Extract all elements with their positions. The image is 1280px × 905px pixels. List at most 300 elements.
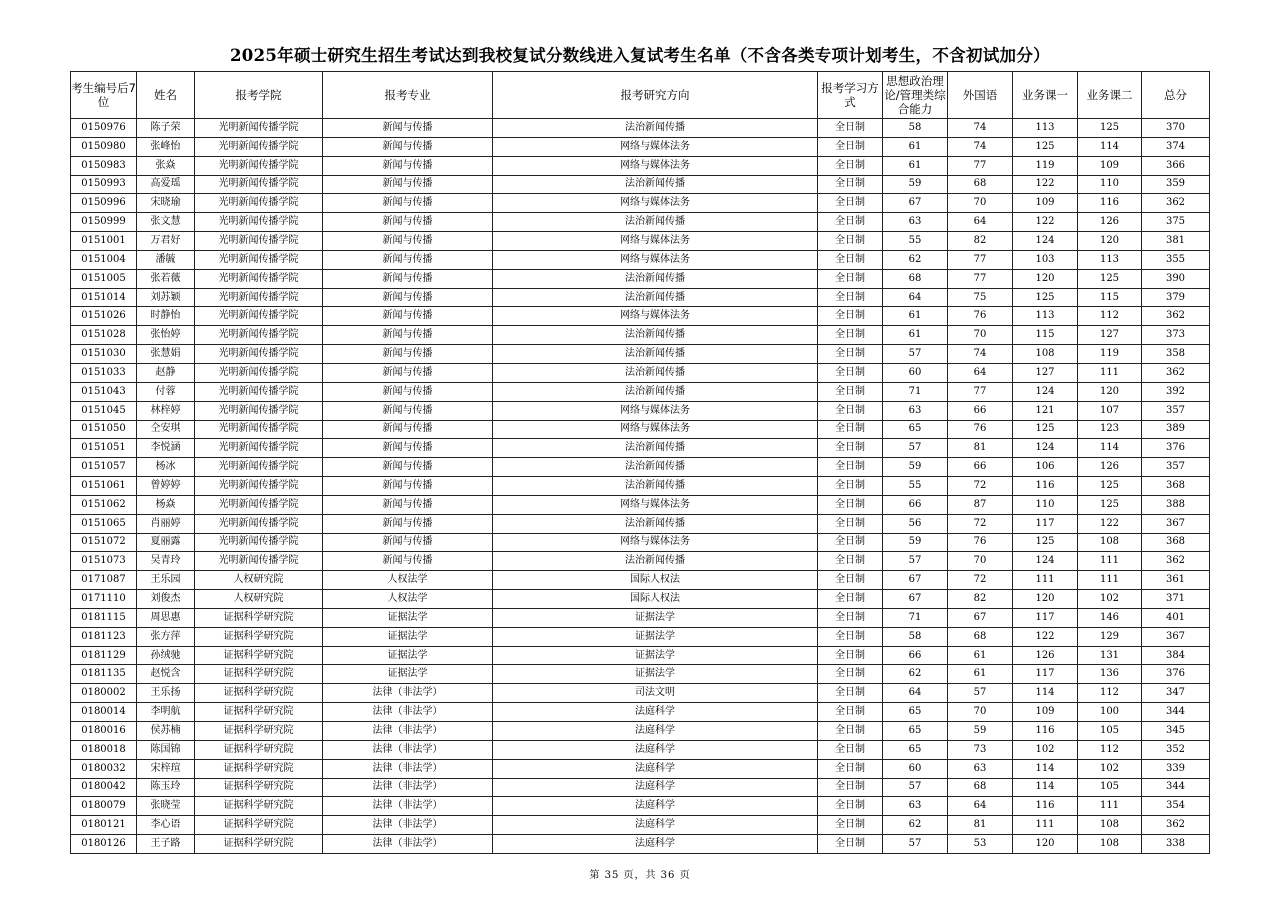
table-row [71, 684, 1210, 703]
cell-politics-score: 66 [883, 495, 948, 514]
cell-direction: 网络与媒体法务 [493, 137, 818, 156]
cell-course-one-score: 108 [1013, 345, 1078, 364]
cell-politics-score: 64 [883, 288, 948, 307]
cell-course-two-score: 126 [1078, 458, 1142, 477]
cell-politics-score: 63 [883, 213, 948, 232]
cell-course-one-score: 127 [1013, 363, 1078, 382]
cell-politics-score: 59 [883, 175, 948, 194]
cell-exam-id: 0151050 [71, 420, 137, 439]
col-header-name: 姓名 [137, 72, 195, 119]
cell-total-score: 357 [1142, 401, 1210, 420]
cell-course-two-score: 105 [1078, 722, 1142, 741]
cell-course-two-score: 111 [1078, 797, 1142, 816]
cell-college: 光明新闻传播学院 [195, 363, 323, 382]
cell-course-two-score: 125 [1078, 477, 1142, 496]
cell-direction: 网络与媒体法务 [493, 194, 818, 213]
cell-exam-id: 0180032 [71, 759, 137, 778]
table-row [71, 703, 1210, 722]
cell-major: 新闻与传播 [323, 495, 493, 514]
cell-total-score: 388 [1142, 495, 1210, 514]
cell-major: 新闻与传播 [323, 439, 493, 458]
cell-college: 证据科学研究院 [195, 627, 323, 646]
cell-course-one-score: 120 [1013, 269, 1078, 288]
cell-major: 法律（非法学） [323, 816, 493, 835]
cell-foreign-language-score: 81 [948, 816, 1013, 835]
cell-total-score: 362 [1142, 307, 1210, 326]
cell-foreign-language-score: 68 [948, 778, 1013, 797]
cell-foreign-language-score: 82 [948, 232, 1013, 251]
cell-exam-id: 0180014 [71, 703, 137, 722]
cell-foreign-language-score: 81 [948, 439, 1013, 458]
cell-college: 证据科学研究院 [195, 608, 323, 627]
table-row [71, 477, 1210, 496]
candidate-table [70, 71, 1210, 854]
cell-course-two-score: 108 [1078, 835, 1142, 854]
cell-exam-id: 0180126 [71, 835, 137, 854]
cell-exam-id: 0181123 [71, 627, 137, 646]
cell-exam-id: 0151073 [71, 552, 137, 571]
cell-study-mode: 全日制 [818, 119, 883, 138]
cell-foreign-language-score: 66 [948, 401, 1013, 420]
cell-name: 李明航 [137, 703, 195, 722]
cell-course-two-score: 111 [1078, 363, 1142, 382]
cell-study-mode: 全日制 [818, 401, 883, 420]
table-row [71, 627, 1210, 646]
cell-major: 新闻与传播 [323, 137, 493, 156]
cell-college: 光明新闻传播学院 [195, 495, 323, 514]
table-row [71, 156, 1210, 175]
cell-study-mode: 全日制 [818, 665, 883, 684]
cell-college: 光明新闻传播学院 [195, 326, 323, 345]
cell-college: 光明新闻传播学院 [195, 156, 323, 175]
cell-foreign-language-score: 70 [948, 326, 1013, 345]
col-header-politics: 思想政治理论/管理类综合能力 [883, 72, 948, 119]
cell-exam-id: 0151062 [71, 495, 137, 514]
cell-total-score: 344 [1142, 778, 1210, 797]
cell-study-mode: 全日制 [818, 608, 883, 627]
cell-foreign-language-score: 64 [948, 213, 1013, 232]
cell-total-score: 368 [1142, 533, 1210, 552]
cell-study-mode: 全日制 [818, 194, 883, 213]
cell-direction: 法治新闻传播 [493, 345, 818, 364]
cell-foreign-language-score: 70 [948, 552, 1013, 571]
cell-course-one-score: 124 [1013, 439, 1078, 458]
cell-exam-id: 0151033 [71, 363, 137, 382]
cell-course-one-score: 114 [1013, 778, 1078, 797]
cell-course-one-score: 119 [1013, 156, 1078, 175]
cell-course-two-score: 125 [1078, 119, 1142, 138]
cell-foreign-language-score: 64 [948, 797, 1013, 816]
cell-total-score: 361 [1142, 571, 1210, 590]
cell-direction: 法治新闻传播 [493, 288, 818, 307]
cell-foreign-language-score: 72 [948, 571, 1013, 590]
cell-total-score: 374 [1142, 137, 1210, 156]
cell-course-two-score: 100 [1078, 703, 1142, 722]
cell-foreign-language-score: 61 [948, 646, 1013, 665]
cell-exam-id: 0181135 [71, 665, 137, 684]
cell-study-mode: 全日制 [818, 684, 883, 703]
cell-politics-score: 57 [883, 439, 948, 458]
cell-course-one-score: 114 [1013, 684, 1078, 703]
cell-politics-score: 65 [883, 740, 948, 759]
cell-study-mode: 全日制 [818, 816, 883, 835]
cell-name: 孙绒驰 [137, 646, 195, 665]
cell-foreign-language-score: 74 [948, 345, 1013, 364]
cell-course-two-score: 127 [1078, 326, 1142, 345]
cell-major: 新闻与传播 [323, 194, 493, 213]
table-row [71, 175, 1210, 194]
cell-total-score: 344 [1142, 703, 1210, 722]
cell-study-mode: 全日制 [818, 137, 883, 156]
cell-name: 陈国锦 [137, 740, 195, 759]
cell-major: 新闻与传播 [323, 269, 493, 288]
cell-politics-score: 71 [883, 382, 948, 401]
cell-exam-id: 0150996 [71, 194, 137, 213]
table-row [71, 194, 1210, 213]
cell-exam-id: 0151065 [71, 514, 137, 533]
cell-study-mode: 全日制 [818, 439, 883, 458]
cell-course-one-score: 114 [1013, 759, 1078, 778]
cell-politics-score: 57 [883, 345, 948, 364]
cell-course-one-score: 103 [1013, 250, 1078, 269]
cell-direction: 网络与媒体法务 [493, 307, 818, 326]
cell-name: 王子路 [137, 835, 195, 854]
table-row [71, 759, 1210, 778]
cell-politics-score: 66 [883, 646, 948, 665]
cell-direction: 网络与媒体法务 [493, 232, 818, 251]
table-row [71, 495, 1210, 514]
cell-course-two-score: 115 [1078, 288, 1142, 307]
cell-direction: 证据法学 [493, 665, 818, 684]
cell-exam-id: 0151043 [71, 382, 137, 401]
cell-name: 张晓莹 [137, 797, 195, 816]
cell-college: 人权研究院 [195, 590, 323, 609]
cell-major: 法律（非法学） [323, 835, 493, 854]
cell-course-two-score: 112 [1078, 684, 1142, 703]
cell-college: 光明新闻传播学院 [195, 269, 323, 288]
cell-total-score: 390 [1142, 269, 1210, 288]
cell-major: 法律（非法学） [323, 684, 493, 703]
cell-study-mode: 全日制 [818, 420, 883, 439]
cell-course-two-score: 108 [1078, 533, 1142, 552]
cell-major: 法律（非法学） [323, 722, 493, 741]
cell-study-mode: 全日制 [818, 250, 883, 269]
cell-total-score: 373 [1142, 326, 1210, 345]
cell-major: 新闻与传播 [323, 458, 493, 477]
table-row [71, 119, 1210, 138]
cell-exam-id: 0151061 [71, 477, 137, 496]
cell-politics-score: 71 [883, 608, 948, 627]
cell-course-one-score: 111 [1013, 571, 1078, 590]
cell-college: 光明新闻传播学院 [195, 345, 323, 364]
cell-foreign-language-score: 77 [948, 269, 1013, 288]
cell-direction: 国际人权法 [493, 571, 818, 590]
cell-study-mode: 全日制 [818, 269, 883, 288]
cell-course-two-score: 125 [1078, 495, 1142, 514]
cell-course-two-score: 109 [1078, 156, 1142, 175]
cell-foreign-language-score: 77 [948, 382, 1013, 401]
cell-name: 杨焱 [137, 495, 195, 514]
cell-study-mode: 全日制 [818, 175, 883, 194]
cell-politics-score: 65 [883, 722, 948, 741]
cell-total-score: 375 [1142, 213, 1210, 232]
cell-exam-id: 0151001 [71, 232, 137, 251]
cell-course-one-score: 117 [1013, 514, 1078, 533]
cell-course-one-score: 121 [1013, 401, 1078, 420]
cell-direction: 法治新闻传播 [493, 269, 818, 288]
cell-exam-id: 0171110 [71, 590, 137, 609]
cell-total-score: 368 [1142, 477, 1210, 496]
cell-course-one-score: 124 [1013, 232, 1078, 251]
cell-foreign-language-score: 72 [948, 514, 1013, 533]
cell-major: 新闻与传播 [323, 250, 493, 269]
cell-name: 时静怡 [137, 307, 195, 326]
cell-study-mode: 全日制 [818, 627, 883, 646]
cell-foreign-language-score: 74 [948, 137, 1013, 156]
cell-foreign-language-score: 73 [948, 740, 1013, 759]
table-row [71, 646, 1210, 665]
cell-study-mode: 全日制 [818, 495, 883, 514]
cell-foreign-language-score: 82 [948, 590, 1013, 609]
cell-name: 夏丽露 [137, 533, 195, 552]
cell-course-two-score: 105 [1078, 778, 1142, 797]
cell-name: 张怡婷 [137, 326, 195, 345]
cell-course-two-score: 110 [1078, 175, 1142, 194]
document-title: 2025年硕士研究生招生考试达到我校复试分数线进入复试考生名单（不含各类专项计划考生，不含初试加分） [230, 46, 1050, 65]
table-row [71, 345, 1210, 364]
cell-major: 新闻与传播 [323, 477, 493, 496]
cell-exam-id: 0180042 [71, 778, 137, 797]
cell-college: 光明新闻传播学院 [195, 552, 323, 571]
table-row [71, 326, 1210, 345]
cell-name: 周思惠 [137, 608, 195, 627]
cell-course-one-score: 126 [1013, 646, 1078, 665]
cell-course-two-score: 116 [1078, 194, 1142, 213]
cell-course-two-score: 112 [1078, 740, 1142, 759]
cell-total-score: 345 [1142, 722, 1210, 741]
cell-major: 证据法学 [323, 608, 493, 627]
cell-direction: 法治新闻传播 [493, 363, 818, 382]
cell-politics-score: 59 [883, 533, 948, 552]
table-row [71, 835, 1210, 854]
cell-politics-score: 68 [883, 269, 948, 288]
table-row [71, 816, 1210, 835]
cell-major: 新闻与传播 [323, 156, 493, 175]
cell-direction: 法庭科学 [493, 722, 818, 741]
cell-politics-score: 61 [883, 156, 948, 175]
cell-study-mode: 全日制 [818, 213, 883, 232]
cell-politics-score: 58 [883, 119, 948, 138]
cell-study-mode: 全日制 [818, 232, 883, 251]
cell-study-mode: 全日制 [818, 590, 883, 609]
cell-college: 光明新闻传播学院 [195, 137, 323, 156]
cell-politics-score: 55 [883, 232, 948, 251]
cell-study-mode: 全日制 [818, 571, 883, 590]
cell-course-two-score: 129 [1078, 627, 1142, 646]
cell-exam-id: 0150980 [71, 137, 137, 156]
cell-study-mode: 全日制 [818, 646, 883, 665]
col-header-course-one: 业务课一 [1013, 72, 1078, 119]
cell-total-score: 379 [1142, 288, 1210, 307]
cell-direction: 法庭科学 [493, 797, 818, 816]
table-row [71, 590, 1210, 609]
cell-major: 新闻与传播 [323, 401, 493, 420]
cell-college: 证据科学研究院 [195, 797, 323, 816]
cell-foreign-language-score: 87 [948, 495, 1013, 514]
cell-total-score: 371 [1142, 590, 1210, 609]
cell-name: 张慧娟 [137, 345, 195, 364]
cell-exam-id: 0151045 [71, 401, 137, 420]
cell-course-one-score: 120 [1013, 835, 1078, 854]
cell-college: 光明新闻传播学院 [195, 213, 323, 232]
cell-course-one-score: 125 [1013, 420, 1078, 439]
cell-total-score: 367 [1142, 514, 1210, 533]
cell-direction: 证据法学 [493, 608, 818, 627]
cell-study-mode: 全日制 [818, 533, 883, 552]
cell-direction: 法治新闻传播 [493, 326, 818, 345]
cell-course-two-score: 136 [1078, 665, 1142, 684]
cell-direction: 证据法学 [493, 627, 818, 646]
cell-college: 证据科学研究院 [195, 703, 323, 722]
cell-course-two-score: 111 [1078, 571, 1142, 590]
cell-course-one-score: 125 [1013, 533, 1078, 552]
cell-politics-score: 58 [883, 627, 948, 646]
cell-total-score: 376 [1142, 665, 1210, 684]
table-row [71, 250, 1210, 269]
cell-name: 赵悦含 [137, 665, 195, 684]
cell-name: 林梓婷 [137, 401, 195, 420]
col-header-direction: 报考研究方向 [493, 72, 818, 119]
cell-total-score: 392 [1142, 382, 1210, 401]
cell-total-score: 370 [1142, 119, 1210, 138]
cell-college: 光明新闻传播学院 [195, 533, 323, 552]
table-row [71, 288, 1210, 307]
table-row [71, 778, 1210, 797]
cell-major: 人权法学 [323, 590, 493, 609]
cell-direction: 网络与媒体法务 [493, 401, 818, 420]
cell-exam-id: 0150999 [71, 213, 137, 232]
cell-course-one-score: 102 [1013, 740, 1078, 759]
cell-college: 证据科学研究院 [195, 646, 323, 665]
cell-exam-id: 0181115 [71, 608, 137, 627]
cell-politics-score: 56 [883, 514, 948, 533]
cell-college: 光明新闻传播学院 [195, 514, 323, 533]
cell-name: 张方萍 [137, 627, 195, 646]
cell-direction: 法治新闻传播 [493, 175, 818, 194]
cell-course-two-score: 111 [1078, 552, 1142, 571]
page-number: 第 35 页，共 36 页 [589, 870, 691, 881]
table-row [71, 552, 1210, 571]
cell-direction: 法治新闻传播 [493, 213, 818, 232]
cell-major: 新闻与传播 [323, 232, 493, 251]
table-row [71, 722, 1210, 741]
table-row [71, 232, 1210, 251]
cell-total-score: 366 [1142, 156, 1210, 175]
cell-direction: 法治新闻传播 [493, 477, 818, 496]
cell-name: 王乐扬 [137, 684, 195, 703]
cell-foreign-language-score: 76 [948, 307, 1013, 326]
cell-name: 李心语 [137, 816, 195, 835]
table-row [71, 363, 1210, 382]
cell-study-mode: 全日制 [818, 307, 883, 326]
cell-foreign-language-score: 64 [948, 363, 1013, 382]
cell-study-mode: 全日制 [818, 797, 883, 816]
cell-name: 高爱瑶 [137, 175, 195, 194]
cell-course-two-score: 146 [1078, 608, 1142, 627]
cell-major: 新闻与传播 [323, 213, 493, 232]
cell-study-mode: 全日制 [818, 477, 883, 496]
cell-study-mode: 全日制 [818, 326, 883, 345]
cell-foreign-language-score: 59 [948, 722, 1013, 741]
cell-course-one-score: 125 [1013, 137, 1078, 156]
cell-course-one-score: 116 [1013, 797, 1078, 816]
cell-course-one-score: 113 [1013, 307, 1078, 326]
cell-college: 证据科学研究院 [195, 722, 323, 741]
cell-college: 人权研究院 [195, 571, 323, 590]
cell-study-mode: 全日制 [818, 514, 883, 533]
cell-course-two-score: 107 [1078, 401, 1142, 420]
table-row [71, 797, 1210, 816]
cell-name: 陈子荣 [137, 119, 195, 138]
cell-major: 新闻与传播 [323, 288, 493, 307]
cell-politics-score: 57 [883, 835, 948, 854]
cell-exam-id: 0181129 [71, 646, 137, 665]
cell-course-two-score: 119 [1078, 345, 1142, 364]
cell-major: 新闻与传播 [323, 345, 493, 364]
cell-total-score: 347 [1142, 684, 1210, 703]
cell-exam-id: 0151030 [71, 345, 137, 364]
cell-total-score: 362 [1142, 552, 1210, 571]
cell-politics-score: 63 [883, 401, 948, 420]
cell-course-one-score: 116 [1013, 477, 1078, 496]
cell-major: 法律（非法学） [323, 759, 493, 778]
cell-politics-score: 67 [883, 571, 948, 590]
cell-major: 证据法学 [323, 627, 493, 646]
cell-exam-id: 0150983 [71, 156, 137, 175]
cell-name: 宋晓瑜 [137, 194, 195, 213]
cell-college: 光明新闻传播学院 [195, 175, 323, 194]
cell-name: 赵静 [137, 363, 195, 382]
cell-politics-score: 63 [883, 797, 948, 816]
cell-major: 法律（非法学） [323, 797, 493, 816]
cell-direction: 国际人权法 [493, 590, 818, 609]
cell-major: 证据法学 [323, 665, 493, 684]
cell-course-one-score: 106 [1013, 458, 1078, 477]
col-header-college: 报考学院 [195, 72, 323, 119]
cell-total-score: 362 [1142, 363, 1210, 382]
cell-college: 光明新闻传播学院 [195, 250, 323, 269]
table-row [71, 401, 1210, 420]
cell-course-two-score: 123 [1078, 420, 1142, 439]
cell-college: 证据科学研究院 [195, 759, 323, 778]
cell-major: 人权法学 [323, 571, 493, 590]
cell-total-score: 362 [1142, 194, 1210, 213]
cell-exam-id: 0171087 [71, 571, 137, 590]
cell-name: 肖丽婷 [137, 514, 195, 533]
cell-name: 陈玉玲 [137, 778, 195, 797]
cell-foreign-language-score: 77 [948, 250, 1013, 269]
cell-major: 新闻与传播 [323, 326, 493, 345]
cell-total-score: 362 [1142, 816, 1210, 835]
cell-college: 证据科学研究院 [195, 684, 323, 703]
cell-direction: 法庭科学 [493, 778, 818, 797]
cell-name: 曾婷婷 [137, 477, 195, 496]
table-row [71, 382, 1210, 401]
cell-foreign-language-score: 61 [948, 665, 1013, 684]
table-row [71, 665, 1210, 684]
cell-course-two-score: 108 [1078, 816, 1142, 835]
cell-foreign-language-score: 76 [948, 420, 1013, 439]
